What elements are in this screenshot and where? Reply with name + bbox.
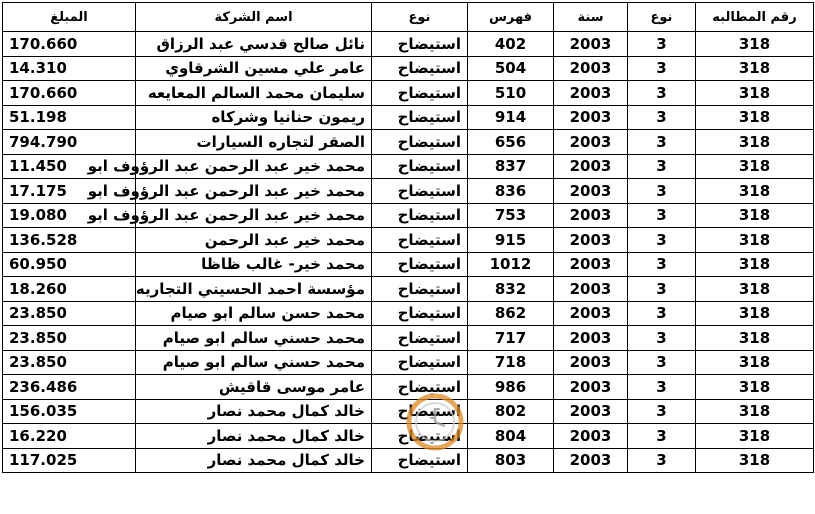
header-index: فهرس <box>468 3 554 32</box>
amount-cell: 14.310 <box>3 56 136 81</box>
request-type-cell: استيضاح <box>372 81 468 106</box>
index-cell: 510 <box>468 81 554 106</box>
table-row <box>3 154 814 179</box>
amount-cell: 11.450 <box>3 154 136 179</box>
type-cell: 3 <box>628 32 696 57</box>
index-cell: 402 <box>468 32 554 57</box>
company-name-cell: ريمون حنانيا وشركاه <box>136 105 372 130</box>
year-cell: 2003 <box>554 154 628 179</box>
index-cell: 718 <box>468 350 554 375</box>
table-row <box>3 228 814 253</box>
amount-cell: 51.198 <box>3 105 136 130</box>
request-type-cell: استيضاح <box>372 326 468 351</box>
request-type-cell: استيضاح <box>372 252 468 277</box>
type-cell: 3 <box>628 350 696 375</box>
type-cell: 3 <box>628 130 696 155</box>
claim-number-cell: 318 <box>696 326 814 351</box>
type-cell: 3 <box>628 203 696 228</box>
year-cell: 2003 <box>554 179 628 204</box>
type-cell: 3 <box>628 154 696 179</box>
request-type-cell: استيضاح <box>372 154 468 179</box>
table-row <box>3 56 814 81</box>
table-row <box>3 203 814 228</box>
claim-number-cell: 318 <box>696 399 814 424</box>
index-cell: 656 <box>468 130 554 155</box>
index-cell: 986 <box>468 375 554 400</box>
request-type-cell: استيضاح <box>372 56 468 81</box>
year-cell: 2003 <box>554 448 628 473</box>
request-type-cell: استيضاح <box>372 277 468 302</box>
type-cell: 3 <box>628 228 696 253</box>
request-type-cell: استيضاح <box>372 399 468 424</box>
amount-cell: 156.035 <box>3 399 136 424</box>
header-amount: المبلغ <box>3 3 136 32</box>
company-name-cell: محمد حسن سالم ابو صيام <box>136 301 372 326</box>
request-type-cell: استيضاح <box>372 203 468 228</box>
claim-number-cell: 318 <box>696 81 814 106</box>
year-cell: 2003 <box>554 375 628 400</box>
year-cell: 2003 <box>554 277 628 302</box>
year-cell: 2003 <box>554 350 628 375</box>
index-cell: 914 <box>468 105 554 130</box>
header-claim-number: رقم المطالبه <box>696 3 814 32</box>
table-row <box>3 130 814 155</box>
amount-cell: 19.080 <box>3 203 136 228</box>
request-type-cell: استيضاح <box>372 375 468 400</box>
claim-number-cell: 318 <box>696 424 814 449</box>
request-type-cell: استيضاح <box>372 301 468 326</box>
company-name-cell: خالد كمال محمد نصار <box>136 424 372 449</box>
amount-cell: 18.260 <box>3 277 136 302</box>
company-name-cell: محمد خير عبد الرحمن عبد الرؤوف ابو <box>136 179 372 204</box>
index-cell: 862 <box>468 301 554 326</box>
claim-number-cell: 318 <box>696 154 814 179</box>
claim-number-cell: 318 <box>696 32 814 57</box>
year-cell: 2003 <box>554 301 628 326</box>
request-type-cell: استيضاح <box>372 179 468 204</box>
claim-number-cell: 318 <box>696 301 814 326</box>
company-name-cell: عامر موسى قاقيش <box>136 375 372 400</box>
table-row <box>3 81 814 106</box>
type-cell: 3 <box>628 105 696 130</box>
claim-number-cell: 318 <box>696 228 814 253</box>
request-type-cell: استيضاح <box>372 350 468 375</box>
index-cell: 836 <box>468 179 554 204</box>
type-cell: 3 <box>628 56 696 81</box>
company-name-cell: سليمان محمد السالم المعايعه <box>136 81 372 106</box>
amount-cell: 17.175 <box>3 179 136 204</box>
amount-cell: 170.660 <box>3 32 136 57</box>
table-row <box>3 375 814 400</box>
request-type-cell: استيضاح <box>372 130 468 155</box>
year-cell: 2003 <box>554 81 628 106</box>
amount-cell: 16.220 <box>3 424 136 449</box>
company-name-cell: محمد خير عبد الرحمن <box>136 228 372 253</box>
type-cell: 3 <box>628 375 696 400</box>
year-cell: 2003 <box>554 203 628 228</box>
company-name-cell: عامر علي مسين الشرقاوي <box>136 56 372 81</box>
year-cell: 2003 <box>554 105 628 130</box>
index-cell: 915 <box>468 228 554 253</box>
type-cell: 3 <box>628 424 696 449</box>
header-row <box>3 3 814 32</box>
type-cell: 3 <box>628 179 696 204</box>
year-cell: 2003 <box>554 424 628 449</box>
amount-cell: 23.850 <box>3 301 136 326</box>
amount-cell: 60.950 <box>3 252 136 277</box>
claim-number-cell: 318 <box>696 179 814 204</box>
type-cell: 3 <box>628 326 696 351</box>
header-type: نوع <box>628 3 696 32</box>
company-name-cell: محمد خير عبد الرحمن عبد الرؤوف ابو <box>136 203 372 228</box>
table-row <box>3 399 814 424</box>
amount-cell: 23.850 <box>3 350 136 375</box>
index-cell: 803 <box>468 448 554 473</box>
table-row <box>3 424 814 449</box>
claim-number-cell: 318 <box>696 252 814 277</box>
company-name-cell: خالد كمال محمد نصار <box>136 399 372 424</box>
company-name-cell: خالد كمال محمد نصار <box>136 448 372 473</box>
index-cell: 804 <box>468 424 554 449</box>
type-cell: 3 <box>628 399 696 424</box>
claim-number-cell: 318 <box>696 105 814 130</box>
table-row <box>3 179 814 204</box>
amount-cell: 794.790 <box>3 130 136 155</box>
request-type-cell: استيضاح <box>372 228 468 253</box>
claim-number-cell: 318 <box>696 350 814 375</box>
company-name-cell: محمد حسني سالم ابو صيام <box>136 350 372 375</box>
type-cell: 3 <box>628 277 696 302</box>
table-row <box>3 301 814 326</box>
amount-cell: 117.025 <box>3 448 136 473</box>
amount-cell: 23.850 <box>3 326 136 351</box>
year-cell: 2003 <box>554 399 628 424</box>
index-cell: 832 <box>468 277 554 302</box>
company-name-cell: محمد خير عبد الرحمن عبد الرؤوف ابو <box>136 154 372 179</box>
request-type-cell: استيضاح <box>372 32 468 57</box>
year-cell: 2003 <box>554 252 628 277</box>
table-row <box>3 350 814 375</box>
claim-number-cell: 318 <box>696 448 814 473</box>
claim-number-cell: 318 <box>696 56 814 81</box>
company-name-cell: نائل صالح قدسي عبد الرزاق <box>136 32 372 57</box>
amount-cell: 236.486 <box>3 375 136 400</box>
type-cell: 3 <box>628 252 696 277</box>
index-cell: 717 <box>468 326 554 351</box>
request-type-cell: استيضاح <box>372 424 468 449</box>
header-request-type: نوع <box>372 3 468 32</box>
table-row <box>3 252 814 277</box>
claim-number-cell: 318 <box>696 130 814 155</box>
request-type-cell: استيضاح <box>372 105 468 130</box>
request-type-cell: استيضاح <box>372 448 468 473</box>
claim-number-cell: 318 <box>696 375 814 400</box>
company-name-cell: محمد خير- غالب ظاظا <box>136 252 372 277</box>
index-cell: 753 <box>468 203 554 228</box>
index-cell: 837 <box>468 154 554 179</box>
company-name-cell: مؤسسة احمد الحسيني التجاريه <box>136 277 372 302</box>
claim-number-cell: 318 <box>696 277 814 302</box>
year-cell: 2003 <box>554 32 628 57</box>
table-row <box>3 105 814 130</box>
table-row <box>3 32 814 57</box>
company-name-cell: الصقر لتجاره السيارات <box>136 130 372 155</box>
claim-number-cell: 318 <box>696 203 814 228</box>
table-row <box>3 277 814 302</box>
index-cell: 802 <box>468 399 554 424</box>
type-cell: 3 <box>628 301 696 326</box>
year-cell: 2003 <box>554 326 628 351</box>
year-cell: 2003 <box>554 56 628 81</box>
index-cell: 1012 <box>468 252 554 277</box>
year-cell: 2003 <box>554 228 628 253</box>
header-company-name: اسم الشركة <box>136 3 372 32</box>
table-row <box>3 326 814 351</box>
year-cell: 2003 <box>554 130 628 155</box>
type-cell: 3 <box>628 448 696 473</box>
type-cell: 3 <box>628 81 696 106</box>
table-row <box>3 448 814 473</box>
amount-cell: 170.660 <box>3 81 136 106</box>
header-year: سنة <box>554 3 628 32</box>
amount-cell: 136.528 <box>3 228 136 253</box>
claims-table <box>2 2 814 473</box>
company-name-cell: محمد حسني سالم ابو صيام <box>136 326 372 351</box>
index-cell: 504 <box>468 56 554 81</box>
